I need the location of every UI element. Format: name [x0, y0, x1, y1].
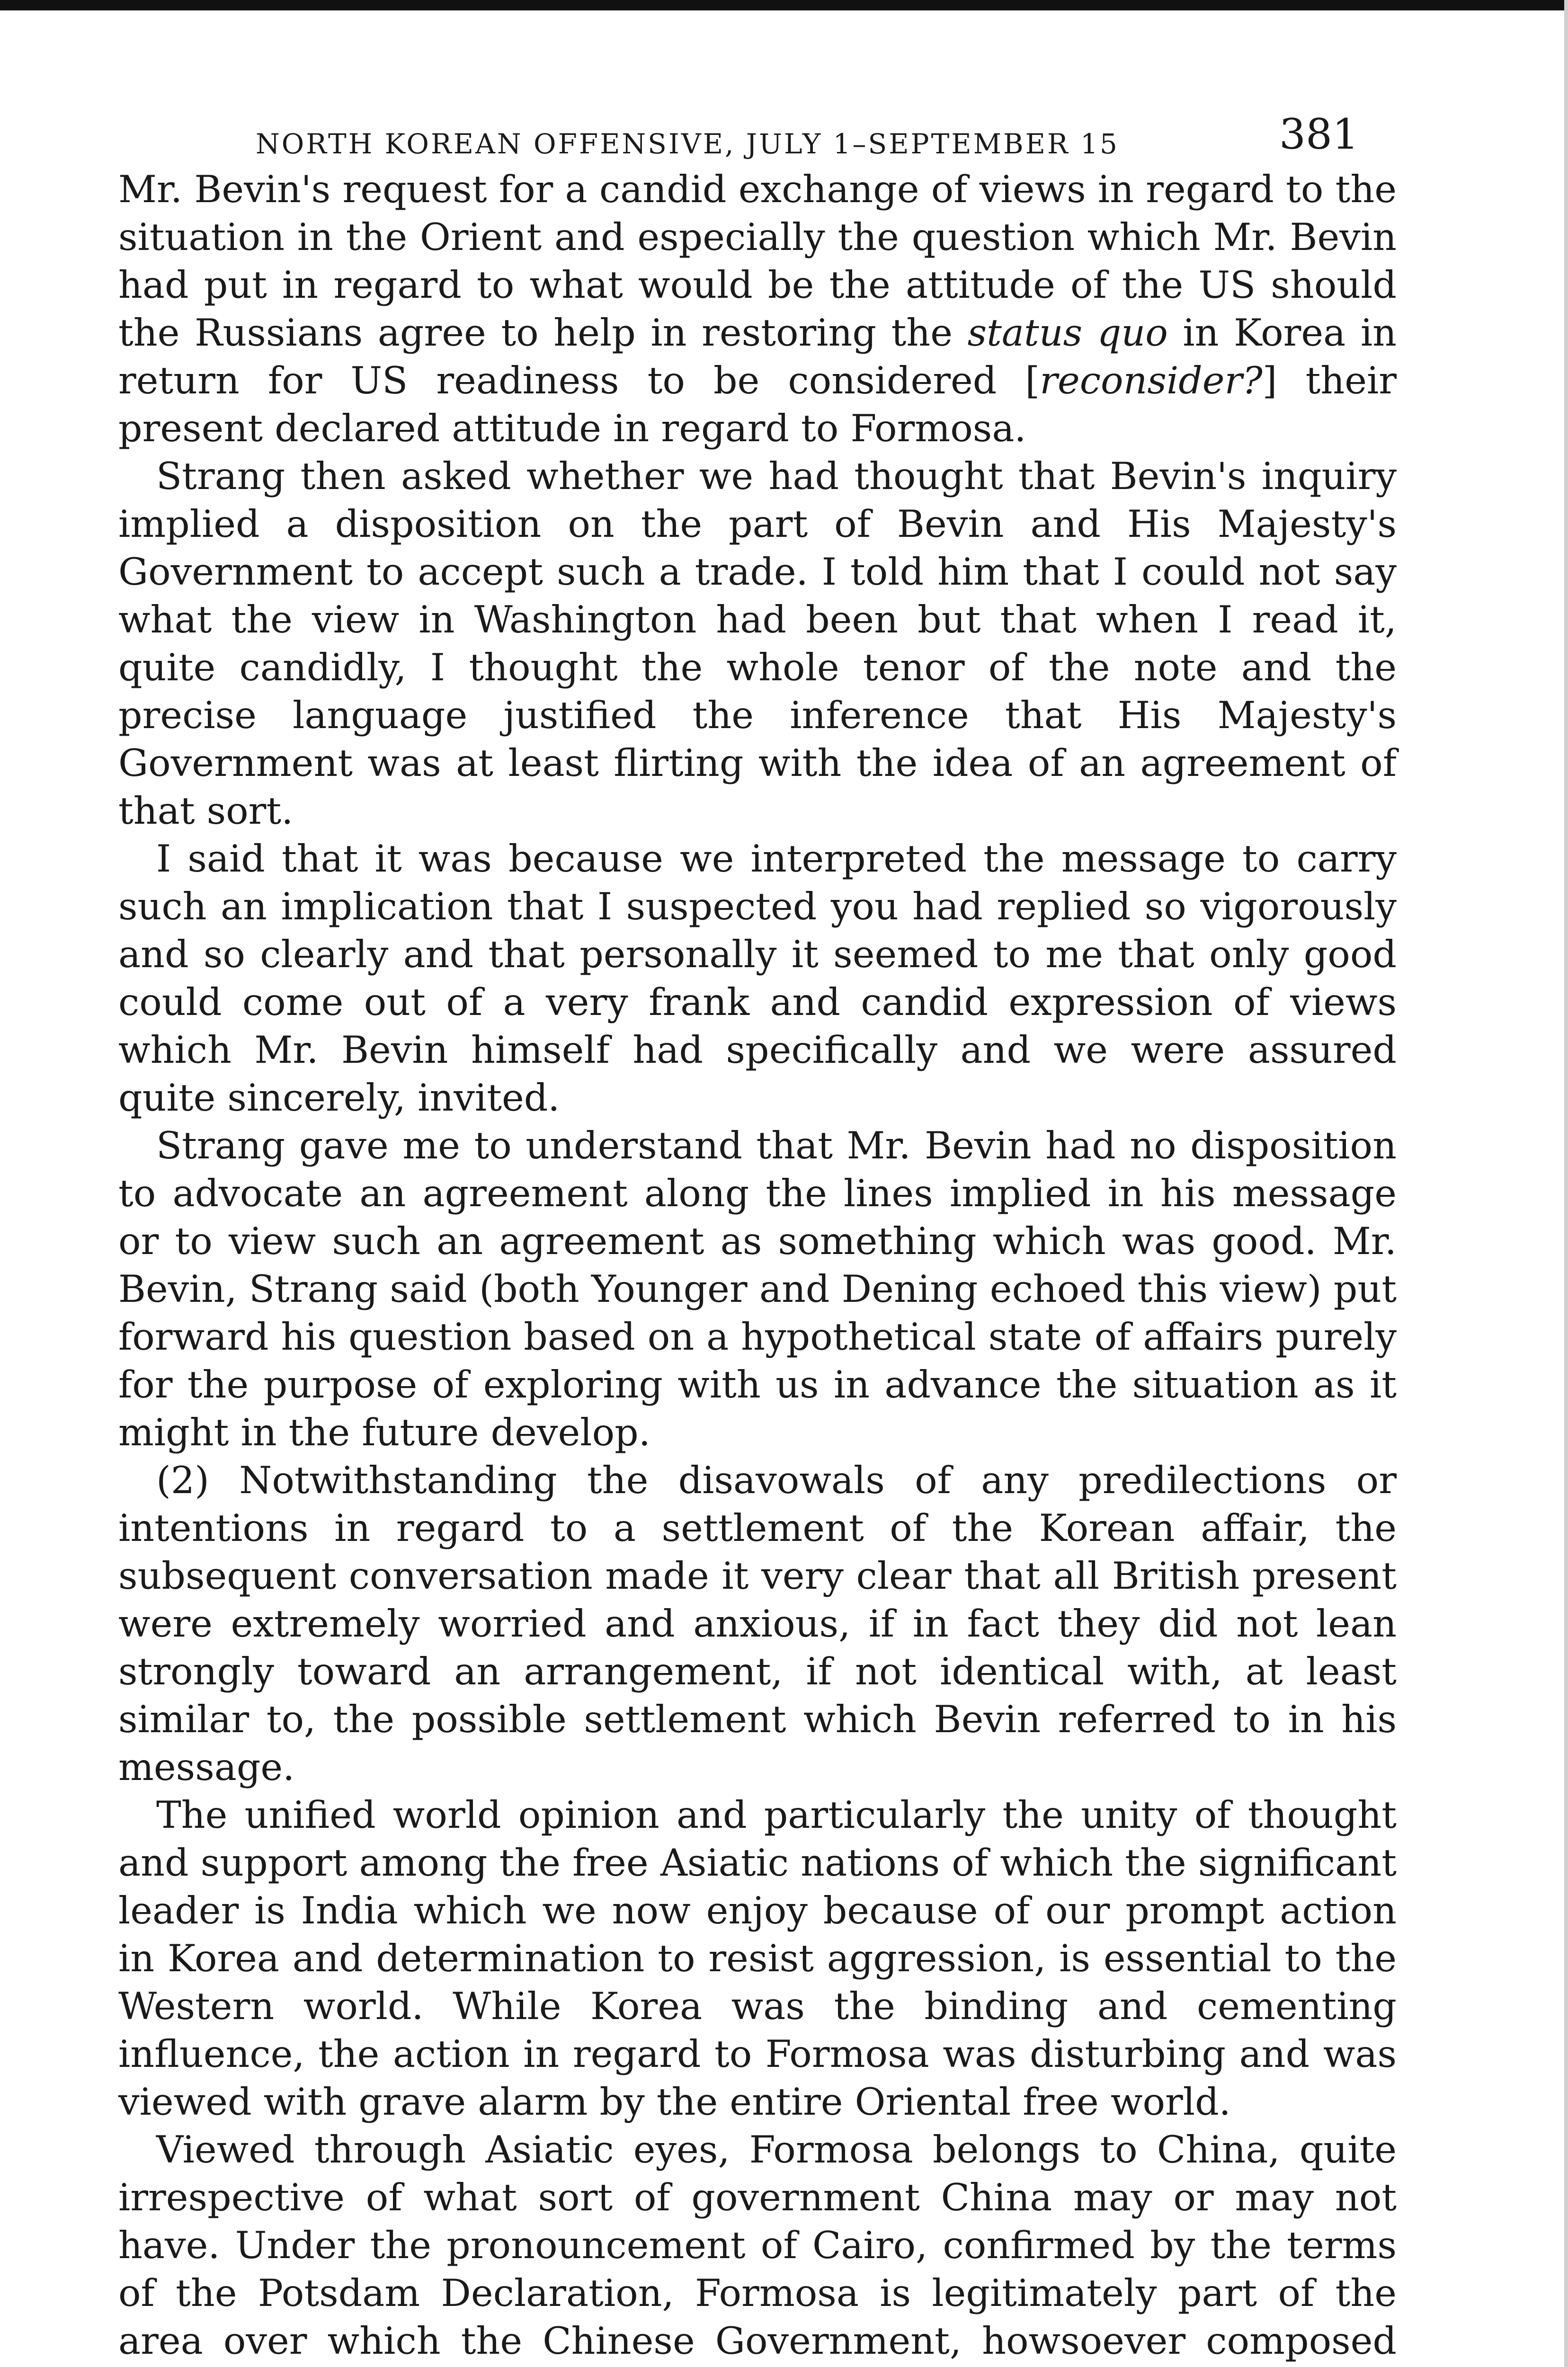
running-header [118, 95, 1397, 166]
paragraph-1-italic-reconsider: reconsider? [1040, 359, 1263, 402]
page-number: 381 [1279, 110, 1359, 159]
paragraph-1 [118, 166, 1397, 453]
paragraph-2: Strang then asked whether we had thought that Bevin's inquiry implied a disposition on the part of Bevin and His Majesty's Government to accept such a trade. I told him that I could not say what the view in Washington had been but that when I read it, quite candidly, I thought the whole tenor of the note and the precise language justified the inference that His Majesty's Government was at least flirting with the idea of an agreement of that sort. [118, 454, 1397, 833]
paragraph-3: I said that it was because we interpreted the message to carry such an implication that I suspected you had replied so vigorously and so clearly and that personally it seemed to me that only good could come out of a very frank and candid expression of views which Mr. Bevin himself had specifically and we were assured quite sincerely, invited. [118, 837, 1397, 1120]
paragraph-1-text-b: in Korea in return for US readiness to be considered [ [118, 311, 1397, 402]
paragraph-4: Strang gave me to understand that Mr. Bevin had no disposition to advocate an agreement along the lines implied in his message or to view such an agreement as something which was good. Mr. Bevin, Strang said (both Younger and Dening echoed this view) put forward his question based on a hypothetical state of affairs purely for the purpose of exploring with us in advance the situation as it might in the future develop. [118, 1124, 1397, 1454]
paragraph-1-text-c: ] their present declared attitude in regard to Formosa. [118, 359, 1397, 450]
top-border [0, 0, 1568, 10]
body-text [118, 166, 1397, 2367]
paragraph-1-text-a: Mr. Bevin's request for a candid exchange of views in regard to the situation in the Orient and especially the question which Mr. Bevin had put in regard to what would be the attitude of the US should the Russians agree to help in restoring the [118, 168, 1397, 355]
paragraph-7: Viewed through Asiatic eyes, Formosa belongs to China, quite irrespective of what sort of government China may or may not have. Under the pronouncement of Cairo, confirmed by the terms of the Potsdam Declaration, Formosa is legitimately part of the area over which the Chinese Government, howsoever composed [118, 2128, 1397, 2363]
paragraph-5: (2) Notwithstanding the disavowals of any predilections or intentions in regard to a settlement of the Korean affair, the subsequent conversation made it very clear that all British present were extremely worried and anxious, if in fact they did not lean strongly toward an arrangement, if not identical with, at least similar to, the possible settlement which Bevin referred to in his message. [118, 1459, 1397, 1789]
running-title: NORTH KOREAN OFFENSIVE, JULY 1–SEPTEMBER 15 [256, 128, 1119, 160]
paragraph-1-italic-status-quo: status quo [967, 311, 1168, 355]
page-edge [1564, 0, 1568, 2367]
document-page [118, 95, 1397, 2367]
paragraph-6: The unified world opinion and particularly the unity of thought and support among the free Asiatic nations of which the significant leader is India which we now enjoy because of our prompt action in Korea and determination to resist aggression, is essential to the Western world. While Korea was the binding and cementing influence, the action in regard to Formosa was disturbing and was viewed with grave alarm by the entire Oriental free world. [118, 1793, 1397, 2124]
